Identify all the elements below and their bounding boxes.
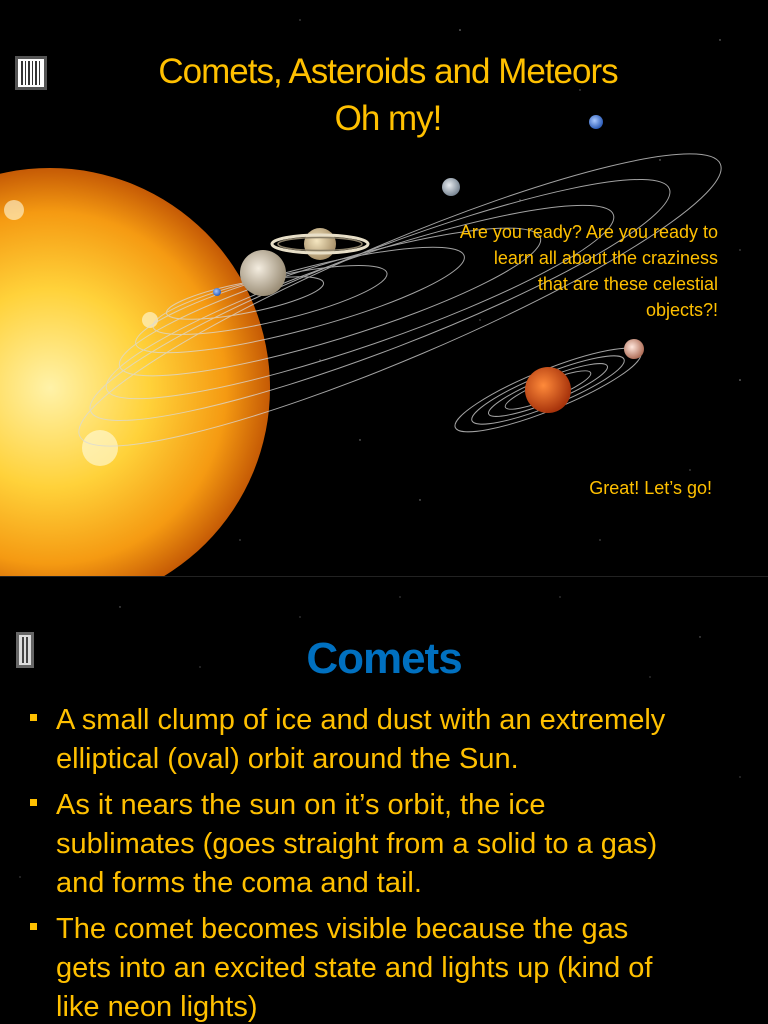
question-line: that are these celestial: [537, 274, 718, 294]
question-line: learn all about the craziness: [493, 248, 718, 268]
small-planet: [213, 288, 221, 296]
bullet-line: sublimates (goes straight from a solid to a gas): [56, 828, 658, 860]
bullet-square-icon: [30, 923, 37, 930]
uranus-planet: [442, 178, 460, 196]
slide-1-title: [88, 48, 688, 142]
red-star: [525, 367, 571, 413]
bullet-line: gets into an excited state and lights up (kind of: [56, 952, 653, 984]
question-line: Are you ready? Are you ready to: [459, 222, 718, 242]
bullet-line: elliptical (oval) orbit around the Sun.: [56, 743, 519, 775]
question-text: [380, 219, 718, 323]
bullet-line: The comet becomes visible because the gas: [56, 913, 629, 945]
greeting-text: Great! Let’s go!: [589, 478, 712, 498]
pink-planet: [624, 339, 644, 359]
bullet-line: As it nears the sun on it’s orbit, the ice: [56, 789, 546, 821]
bullet-item: [24, 786, 744, 903]
question-line: objects?!: [645, 300, 718, 320]
slide-icon: [14, 55, 48, 91]
title-line-1: Comets, Asteroids and Meteors: [158, 52, 618, 91]
bullet-square-icon: [30, 799, 37, 806]
bullet-item: [24, 701, 744, 779]
bullet-line: like neon lights): [56, 991, 258, 1023]
bullet-list: [24, 701, 744, 1024]
title-line-2: Oh my!: [334, 99, 442, 138]
bullet-line: and forms the coma and tail.: [56, 867, 422, 899]
bullet-item: [24, 910, 744, 1024]
slide-2: [0, 576, 768, 1024]
bullet-square-icon: [30, 714, 37, 721]
slide-2-title: Comets: [306, 634, 462, 683]
bullet-line: A small clump of ice and dust with an extremely: [56, 704, 666, 736]
jupiter-planet: [240, 250, 286, 296]
